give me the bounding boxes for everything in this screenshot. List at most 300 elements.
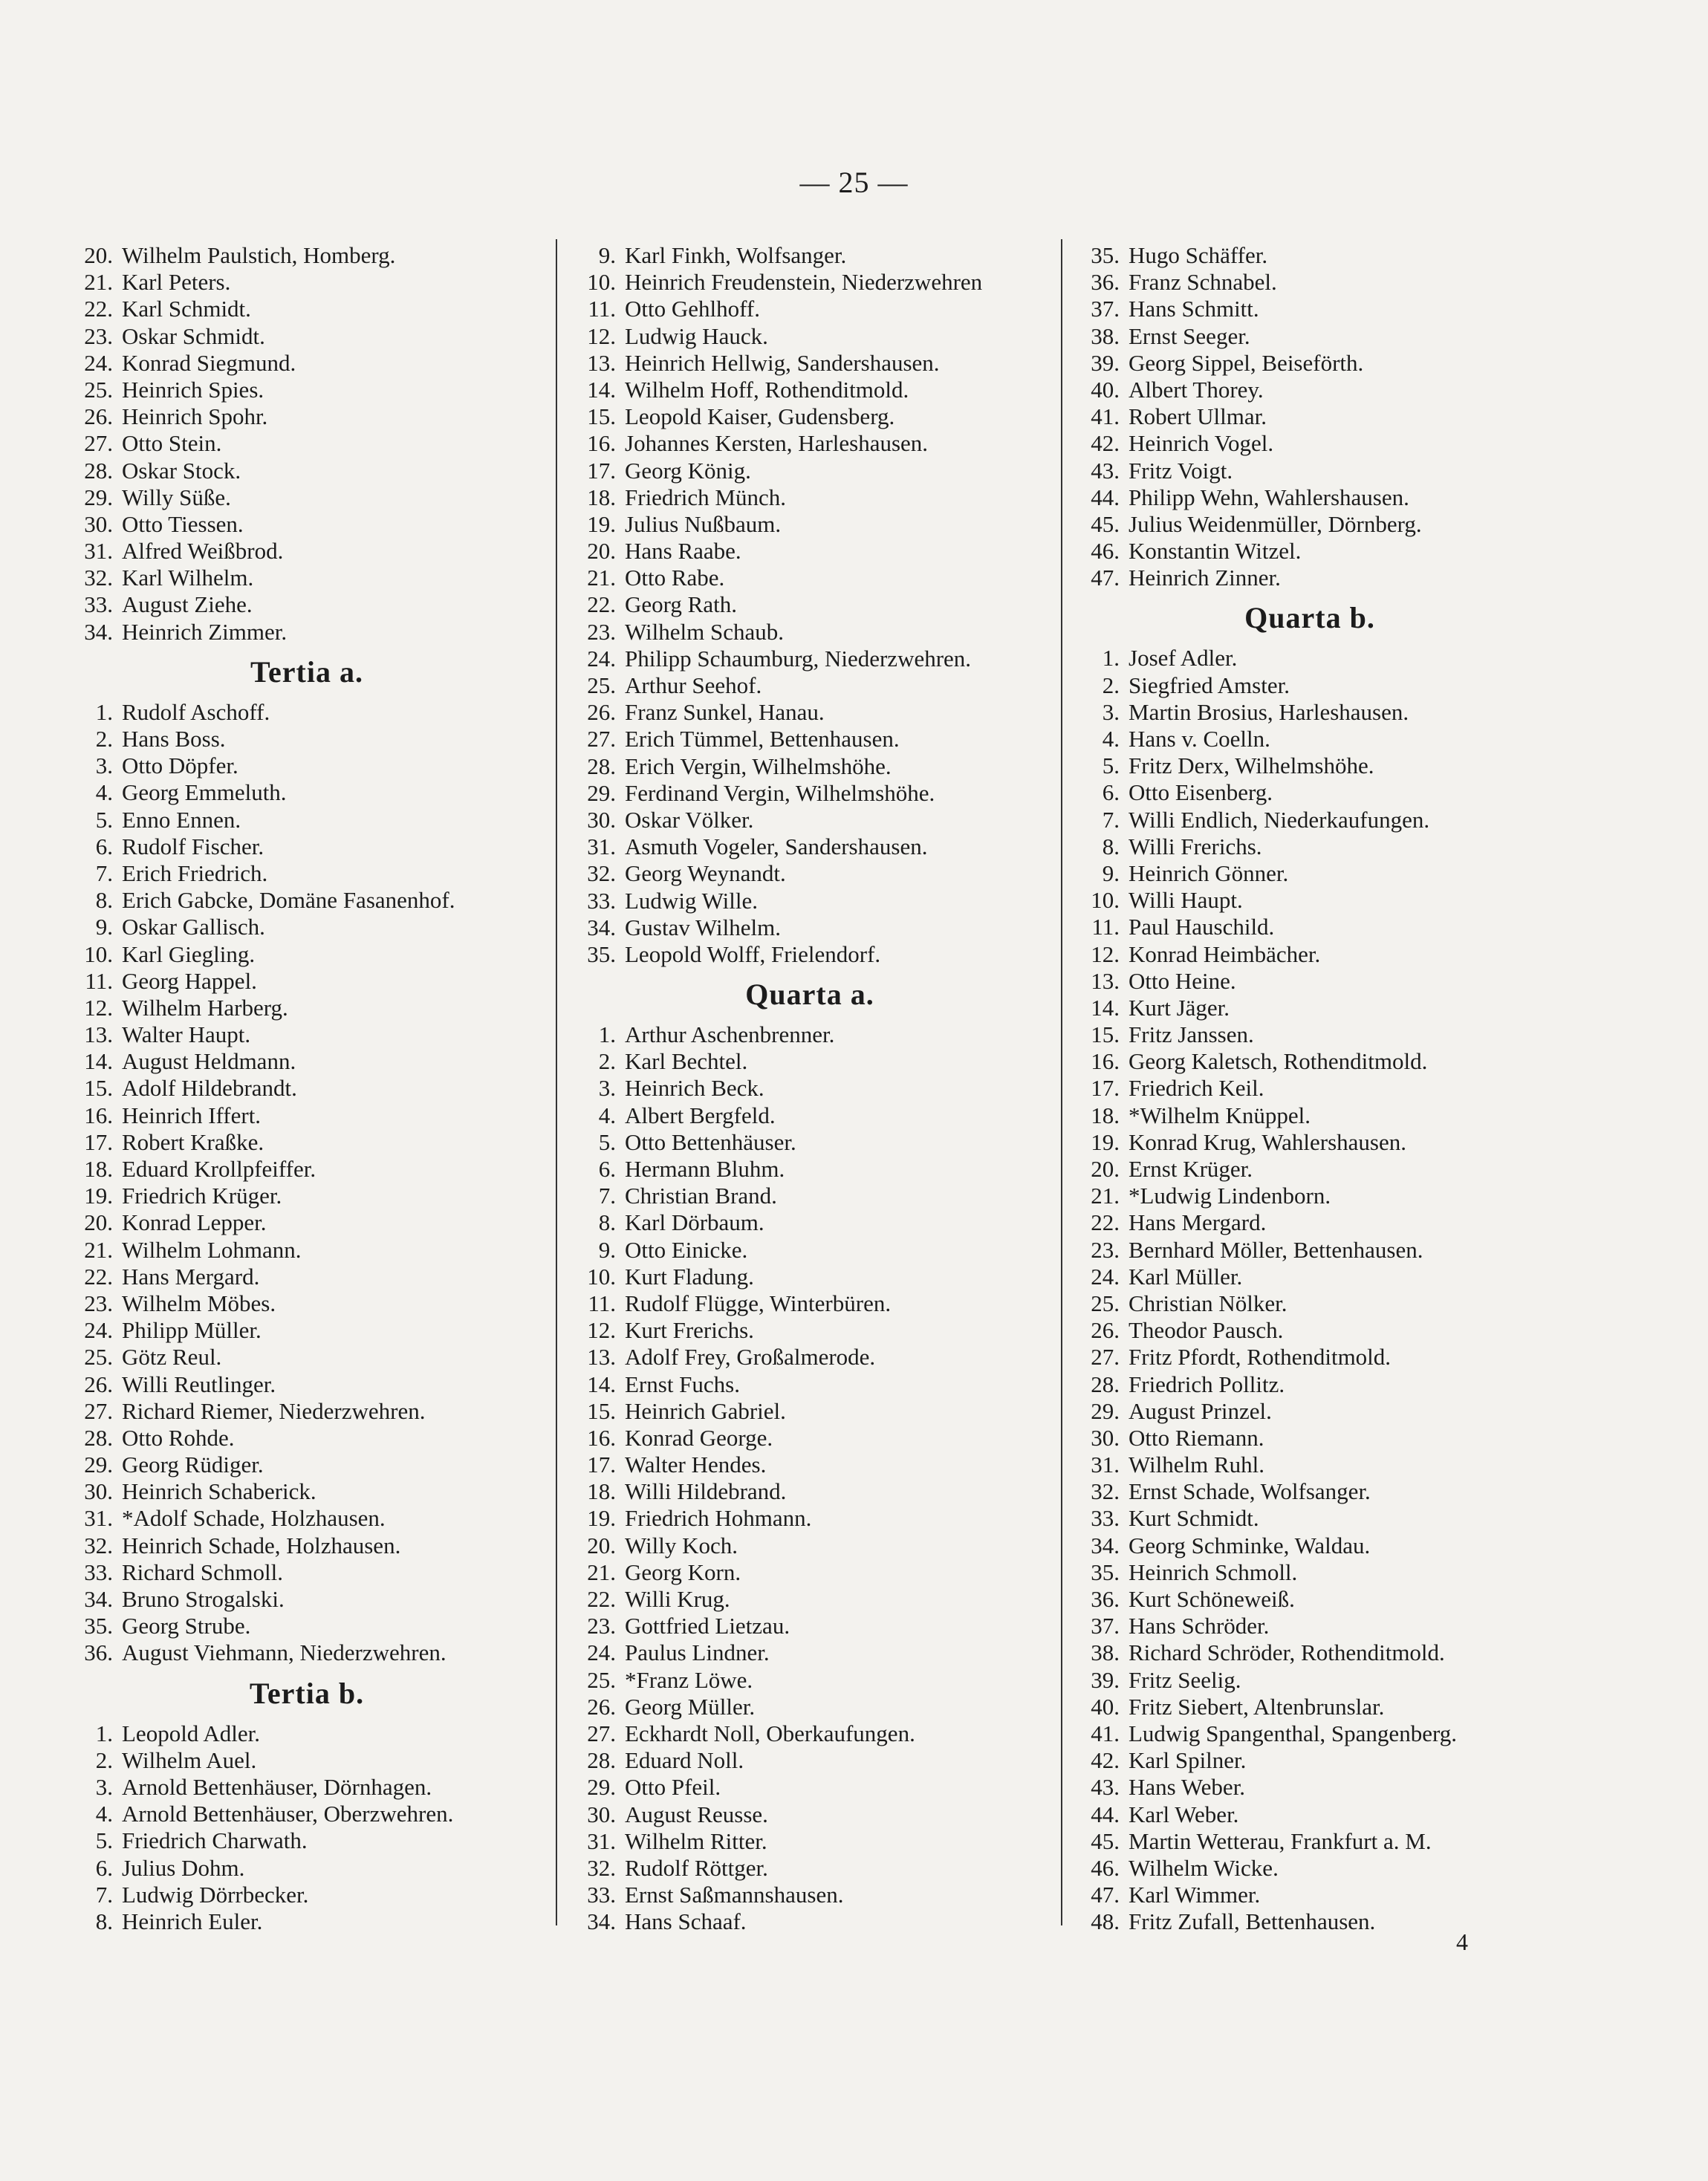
list-item-name: Walter Hendes. (625, 1452, 767, 1478)
list-item-number: 34. (587, 1908, 616, 1935)
list-item-number: 26. (84, 403, 113, 430)
list-item-name: Heinrich Spies. (122, 376, 264, 403)
list-item-name: Hans v. Coelln. (1129, 726, 1270, 752)
list-item-name: Asmuth Vogeler, Sandershausen. (625, 833, 928, 860)
list-item-number: 33. (84, 591, 113, 618)
list-item-name: Bernhard Möller, Bettenhausen. (1129, 1236, 1423, 1263)
list-item-number: 23. (587, 618, 616, 645)
list-item-number: 11. (1091, 914, 1120, 940)
list-item (1072, 1021, 1548, 1048)
list-item-number: 5. (95, 1827, 113, 1854)
list-item (568, 242, 1051, 269)
list-item-number: 18. (1091, 1102, 1120, 1128)
list-item (1072, 1290, 1548, 1317)
list-item-number: 30. (587, 1801, 616, 1827)
list-item (65, 860, 548, 887)
list-item (65, 968, 548, 995)
list-item (568, 458, 1051, 484)
list-item (1072, 1667, 1548, 1694)
list-item (1072, 1720, 1548, 1747)
list-item-number: 12. (1091, 940, 1120, 967)
list-item-number: 17. (1091, 1075, 1120, 1102)
list-item-name: Friedrich Hohmann. (625, 1505, 812, 1532)
list-item-number: 5. (1102, 753, 1120, 779)
list-item (568, 1129, 1051, 1156)
list-item-name: Eduard Noll. (625, 1747, 744, 1774)
list-item-name: Georg Weynandt. (625, 860, 786, 887)
list-item (65, 1586, 548, 1613)
list-item-number: 24. (587, 645, 616, 672)
list-item (1072, 1344, 1548, 1371)
list-item-name: Fritz Janssen. (1129, 1021, 1254, 1048)
list-item-name: Georg Happel. (122, 967, 257, 994)
list-item-name: Leopold Kaiser, Gudensberg. (625, 403, 895, 430)
list-item-name: Kurt Jäger. (1129, 994, 1230, 1021)
list-item (65, 1156, 548, 1183)
list-item (65, 726, 548, 753)
list-item (1072, 1559, 1548, 1586)
list-item (65, 1855, 548, 1882)
list-item-name: Georg Sippel, Beiseförth. (1129, 349, 1364, 376)
list-item-number: 29. (1091, 1397, 1120, 1424)
list-item-number: 13. (587, 349, 616, 376)
list-item (568, 1264, 1051, 1290)
list-item (65, 1452, 548, 1478)
list-item-name: Franz Schnabel. (1129, 269, 1277, 296)
list-item (65, 296, 548, 322)
list-item-name: Adolf Hildebrandt. (122, 1075, 297, 1102)
list-item (568, 1801, 1051, 1828)
list-item-name: Götz Reul. (122, 1344, 222, 1371)
list-item-number: 33. (587, 887, 616, 914)
list-item-number: 9. (598, 1236, 616, 1263)
list-item-number: 20. (587, 1532, 616, 1558)
list-item-number: 20. (587, 538, 616, 565)
list-item (1072, 672, 1548, 699)
list-item-name: Adolf Frey, Großalmerode. (625, 1344, 876, 1371)
list-item-name: Rudolf Flügge, Winterbüren. (625, 1290, 892, 1316)
list-item (65, 1398, 548, 1425)
list-item-number: 9. (598, 242, 616, 268)
list-item-number: 18. (587, 484, 616, 510)
list-item (65, 323, 548, 350)
list-item-number: 24. (587, 1639, 616, 1666)
list-item-name: Heinrich Gabriel. (625, 1397, 786, 1424)
list-item-number: 21. (1091, 1183, 1120, 1209)
list-item-name: Karl Weber. (1129, 1801, 1239, 1827)
list-item-name: Karl Finkh, Wolfsanger. (625, 242, 847, 268)
section-heading-tertia-b: Tertia b. (249, 1676, 365, 1710)
list-item-number: 35. (587, 940, 616, 967)
list-item-number: 13. (1091, 967, 1120, 994)
list-item-name: Georg Schminke, Waldau. (1129, 1532, 1371, 1558)
list-item (1072, 1425, 1548, 1452)
list-item (1072, 296, 1548, 322)
list-item (568, 726, 1051, 753)
list-item-name: Wilhelm Wicke. (1129, 1854, 1279, 1881)
list-item (568, 1505, 1051, 1532)
list-item (65, 1048, 548, 1075)
list-item (65, 807, 548, 833)
list-item-number: 37. (1091, 296, 1120, 322)
list-item (1072, 565, 1548, 591)
list-item (568, 1048, 1051, 1075)
list-item-name: Ernst Schade, Wolfsanger. (1129, 1478, 1371, 1505)
list-item-name: Philipp Schaumburg, Niederzwehren. (625, 645, 972, 672)
list-item-number: 9. (1102, 859, 1120, 886)
list-item (1072, 1855, 1548, 1882)
list-item (1072, 323, 1548, 350)
list-item-name: Theodor Pausch. (1129, 1317, 1284, 1344)
list-item (1072, 1505, 1548, 1532)
list-item-number: 27. (84, 1397, 113, 1424)
list-item-name: Georg Korn. (625, 1558, 741, 1585)
column-divider (1061, 239, 1062, 1925)
list-item-number: 17. (587, 1452, 616, 1478)
list-item-number: 16. (1091, 1048, 1120, 1075)
list-item-name: Otto Riemann. (1129, 1424, 1264, 1451)
list-item (65, 377, 548, 403)
list-item-name: Fritz Derx, Wilhelmshöhe. (1129, 753, 1374, 779)
list-item (568, 833, 1051, 860)
list-item-name: Karl Giegling. (122, 940, 256, 967)
list-item-number: 28. (1091, 1371, 1120, 1397)
list-item (1072, 1183, 1548, 1209)
list-item-name: Julius Weidenmüller, Dörnberg. (1129, 510, 1422, 537)
list-item (568, 619, 1051, 646)
list-item-number: 36. (84, 1639, 113, 1666)
list-item-name: Willi Hildebrand. (625, 1478, 787, 1505)
list-item-name: Leopold Adler. (122, 1720, 260, 1746)
list-item (1072, 484, 1548, 511)
list-item-name: Hans Raabe. (625, 538, 741, 565)
list-item-number: 27. (1091, 1344, 1120, 1371)
list-item (1072, 995, 1548, 1021)
list-item-name: Heinrich Spohr. (122, 403, 268, 430)
list-item-name: Erich Tümmel, Bettenhausen. (625, 726, 900, 753)
list-item (1072, 538, 1548, 565)
list-item-name: Karl Müller. (1129, 1263, 1243, 1290)
list-item-name: Rudolf Aschoff. (122, 698, 270, 725)
list-item (568, 565, 1051, 591)
list-item-number: 19. (84, 1183, 113, 1209)
list-item-number: 14. (587, 376, 616, 403)
list-item (568, 377, 1051, 403)
list-item (1072, 242, 1548, 269)
list-item-number: 24. (84, 1317, 113, 1344)
list-item-name: Heinrich Zimmer. (122, 618, 288, 645)
list-item (65, 914, 548, 940)
list-item (568, 807, 1051, 833)
list-item-number: 30. (84, 1478, 113, 1505)
list-item (568, 1774, 1051, 1801)
list-item (568, 1317, 1051, 1344)
list-item (568, 672, 1051, 699)
list-item (1072, 753, 1548, 779)
list-item-number: 40. (1091, 376, 1120, 403)
list-item (568, 1532, 1051, 1559)
list-item-name: Franz Sunkel, Hanau. (625, 699, 825, 726)
list-item-name: Heinrich Zinner. (1129, 565, 1281, 591)
student-list (568, 242, 1051, 968)
list-item-name: Konrad Krug, Wahlershausen. (1129, 1128, 1406, 1155)
list-item (65, 1478, 548, 1505)
list-item (568, 1586, 1051, 1613)
list-item-name: Philipp Wehn, Wahlershausen. (1129, 484, 1409, 510)
list-item-number: 44. (1091, 1801, 1120, 1827)
list-item (568, 1452, 1051, 1478)
list-item-name: Leopold Wolff, Frielendorf. (625, 940, 881, 967)
list-item-name: August Reusse. (625, 1801, 768, 1827)
list-item-number: 43. (1091, 457, 1120, 484)
list-item-name: Willi Reutlinger. (122, 1371, 276, 1397)
list-item (1072, 1452, 1548, 1478)
list-item-number: 29. (84, 484, 113, 510)
list-item-number: 39. (1091, 349, 1120, 376)
list-item (568, 1237, 1051, 1264)
list-item (65, 1344, 548, 1371)
list-item-number: 6. (1102, 779, 1120, 806)
list-item-number: 8. (95, 887, 113, 914)
list-item-number: 17. (587, 457, 616, 484)
list-item-number: 39. (1091, 1666, 1120, 1693)
list-item (568, 1828, 1051, 1855)
student-list (65, 1720, 548, 1936)
list-item (65, 699, 548, 726)
list-item (568, 296, 1051, 322)
list-item-name: Karl Wilhelm. (122, 565, 254, 591)
list-item-number: 7. (598, 1183, 616, 1209)
list-item-name: Richard Schröder, Rothenditmold. (1129, 1639, 1445, 1666)
list-item-name: Ernst Fuchs. (625, 1371, 740, 1397)
list-item (568, 1075, 1051, 1102)
list-item-name: Wilhelm Schaub. (625, 618, 784, 645)
list-item (65, 1317, 548, 1344)
list-item-number: 21. (84, 269, 113, 296)
list-item (65, 1613, 548, 1639)
list-item-number: 32. (587, 1854, 616, 1881)
list-item-number: 30. (84, 510, 113, 537)
list-item-name: Kurt Frerichs. (625, 1317, 754, 1344)
list-item-name: Hans Mergard. (1129, 1209, 1267, 1236)
list-item (65, 565, 548, 591)
list-item-number: 31. (1091, 1452, 1120, 1478)
list-item-number: 40. (1091, 1693, 1120, 1720)
list-item (568, 1613, 1051, 1639)
list-item (568, 511, 1051, 538)
column-1 (65, 242, 548, 1935)
list-item-name: Friedrich Krüger. (122, 1183, 282, 1209)
list-item-number: 25. (84, 1344, 113, 1371)
list-item (1072, 1075, 1548, 1102)
list-item-name: Willi Krug. (625, 1586, 730, 1612)
list-item (568, 1398, 1051, 1425)
list-item-number: 7. (95, 1881, 113, 1908)
list-item-name: Hans Schaaf. (625, 1908, 747, 1935)
list-item (1072, 645, 1548, 672)
list-item-name: Oskar Stock. (122, 457, 241, 484)
list-item-number: 22. (587, 1586, 616, 1612)
list-item-name: Gottfried Lietzau. (625, 1613, 790, 1639)
list-item-number: 21. (587, 565, 616, 591)
list-item-name: Wilhelm Ritter. (625, 1827, 767, 1854)
section-heading-quarta-b: Quarta b. (1244, 601, 1375, 635)
list-item-name: Otto Döpfer. (122, 753, 238, 779)
list-item (568, 1747, 1051, 1774)
list-item (1072, 1828, 1548, 1855)
list-item (1072, 430, 1548, 457)
list-item (568, 1639, 1051, 1666)
list-item-number: 6. (95, 833, 113, 859)
list-item-number: 31. (84, 538, 113, 565)
list-item-name: Ludwig Hauck. (625, 322, 768, 349)
list-item (568, 591, 1051, 618)
list-item (568, 1478, 1051, 1505)
list-item (568, 1156, 1051, 1183)
list-item-name: Julius Nußbaum. (625, 510, 782, 537)
list-item (65, 833, 548, 860)
list-item (1072, 941, 1548, 968)
list-item-name: Karl Dörbaum. (625, 1209, 764, 1236)
list-item-name: Georg Müller. (625, 1693, 756, 1720)
list-item-name: Robert Kraßke. (122, 1128, 264, 1155)
list-item-name: Willi Frerichs. (1129, 833, 1262, 859)
list-item-name: Hans Mergard. (122, 1263, 260, 1290)
list-item-number: 34. (84, 618, 113, 645)
list-item (65, 887, 548, 914)
list-item-number: 12. (84, 994, 113, 1021)
list-item-name: Karl Bechtel. (625, 1048, 748, 1075)
list-item (1072, 1102, 1548, 1129)
list-item-name: Ferdinand Vergin, Wilhelmshöhe. (625, 779, 935, 806)
list-item (65, 1237, 548, 1264)
list-item-name: Fritz Pfordt, Rothenditmold. (1129, 1344, 1392, 1371)
list-item-number: 23. (587, 1613, 616, 1639)
list-item-number: 16. (587, 430, 616, 457)
list-item-number: 3. (1102, 698, 1120, 725)
list-item-name: Otto Stein. (122, 430, 222, 457)
list-item-name: Georg Kaletsch, Rothenditmold. (1129, 1048, 1428, 1075)
list-item (568, 1183, 1051, 1209)
list-item (568, 1559, 1051, 1586)
list-item-number: 23. (1091, 1236, 1120, 1263)
list-item-number: 45. (1091, 510, 1120, 537)
list-item-name: Erich Friedrich. (122, 859, 268, 886)
list-item-number: 15. (84, 1075, 113, 1102)
list-item (568, 699, 1051, 726)
list-item (65, 591, 548, 618)
list-item (568, 780, 1051, 807)
list-item-name: Heinrich Freudenstein, Niederzwehren (625, 269, 983, 296)
list-item-name: Heinrich Euler. (122, 1908, 263, 1934)
list-item (65, 458, 548, 484)
list-item-number: 14. (587, 1371, 616, 1397)
list-item-number: 25. (84, 376, 113, 403)
list-item-number: 19. (587, 510, 616, 537)
list-item-name: Wilhelm Auel. (122, 1746, 257, 1773)
list-item (568, 1425, 1051, 1452)
list-item (65, 1801, 548, 1827)
list-item (1072, 269, 1548, 296)
list-item (65, 1720, 548, 1747)
list-item-name: Otto Pfeil. (625, 1774, 721, 1801)
section-heading-quarta-a: Quarta a. (745, 978, 874, 1012)
list-item-number: 1. (1102, 645, 1120, 672)
list-item-number: 28. (587, 1747, 616, 1774)
list-item-name: Heinrich Iffert. (122, 1102, 262, 1128)
list-item-number: 4. (95, 779, 113, 806)
list-item (65, 242, 548, 269)
list-item-number: 16. (587, 1424, 616, 1451)
list-item-name: Konrad George. (625, 1424, 773, 1451)
list-item-number: 41. (1091, 1720, 1120, 1746)
list-item (568, 914, 1051, 941)
student-list (65, 699, 548, 1667)
list-item-number: 10. (84, 940, 113, 967)
list-item (65, 995, 548, 1021)
list-item (1072, 1129, 1548, 1156)
list-item (1072, 1694, 1548, 1720)
list-item-name: Johannes Kersten, Harleshausen. (625, 430, 929, 457)
list-item (1072, 1801, 1548, 1828)
list-item (568, 430, 1051, 457)
list-item-name: Heinrich Schaberick. (122, 1478, 316, 1505)
list-item-name: Martin Wetterau, Frankfurt a. M. (1129, 1827, 1432, 1854)
list-item-number: 10. (587, 269, 616, 296)
list-item (65, 779, 548, 806)
list-item-number: 7. (1102, 806, 1120, 833)
list-item-name: Heinrich Schade, Holzhausen. (122, 1532, 401, 1558)
list-item (568, 403, 1051, 430)
list-item-name: Oskar Völker. (625, 806, 754, 833)
list-item-name: *Franz Löwe. (625, 1666, 753, 1693)
list-item-number: 33. (84, 1558, 113, 1585)
list-item (568, 753, 1051, 780)
list-item-name: Hans Schröder. (1129, 1613, 1270, 1639)
list-item-name: Karl Wimmer. (1129, 1882, 1261, 1908)
list-item-number: 28. (84, 1424, 113, 1451)
list-item (65, 350, 548, 377)
list-item-name: Oskar Gallisch. (122, 914, 265, 940)
list-item-number: 48. (1091, 1908, 1120, 1935)
list-item-name: Richard Schmoll. (122, 1558, 283, 1585)
list-item-name: Ernst Krüger. (1129, 1156, 1253, 1182)
list-item-name: Willi Haupt. (1129, 887, 1243, 914)
list-item-number: 36. (1091, 1586, 1120, 1612)
list-item-name: Fritz Siebert, Altenbrunslar. (1129, 1693, 1385, 1720)
list-item (1072, 1639, 1548, 1666)
list-item-name: Karl Peters. (122, 269, 231, 296)
student-list (1072, 645, 1548, 1935)
list-item-number: 24. (1091, 1263, 1120, 1290)
list-item (568, 941, 1051, 968)
list-item-number: 1. (95, 698, 113, 725)
list-item (65, 619, 548, 646)
list-item-name: Rudolf Fischer. (122, 833, 264, 859)
list-item-name: Kurt Schöneweiß. (1129, 1586, 1295, 1612)
list-item-name: Otto Gehlhoff. (625, 296, 760, 322)
list-item (65, 1290, 548, 1317)
list-item (65, 538, 548, 565)
list-item-number: 26. (84, 1371, 113, 1397)
list-item (1072, 1264, 1548, 1290)
list-item-name: Otto Heine. (1129, 967, 1236, 994)
list-item (568, 1102, 1051, 1129)
list-item (65, 1264, 548, 1290)
list-item (568, 538, 1051, 565)
list-item-number: 19. (1091, 1128, 1120, 1155)
list-item-name: Bruno Strogalski. (122, 1586, 285, 1612)
